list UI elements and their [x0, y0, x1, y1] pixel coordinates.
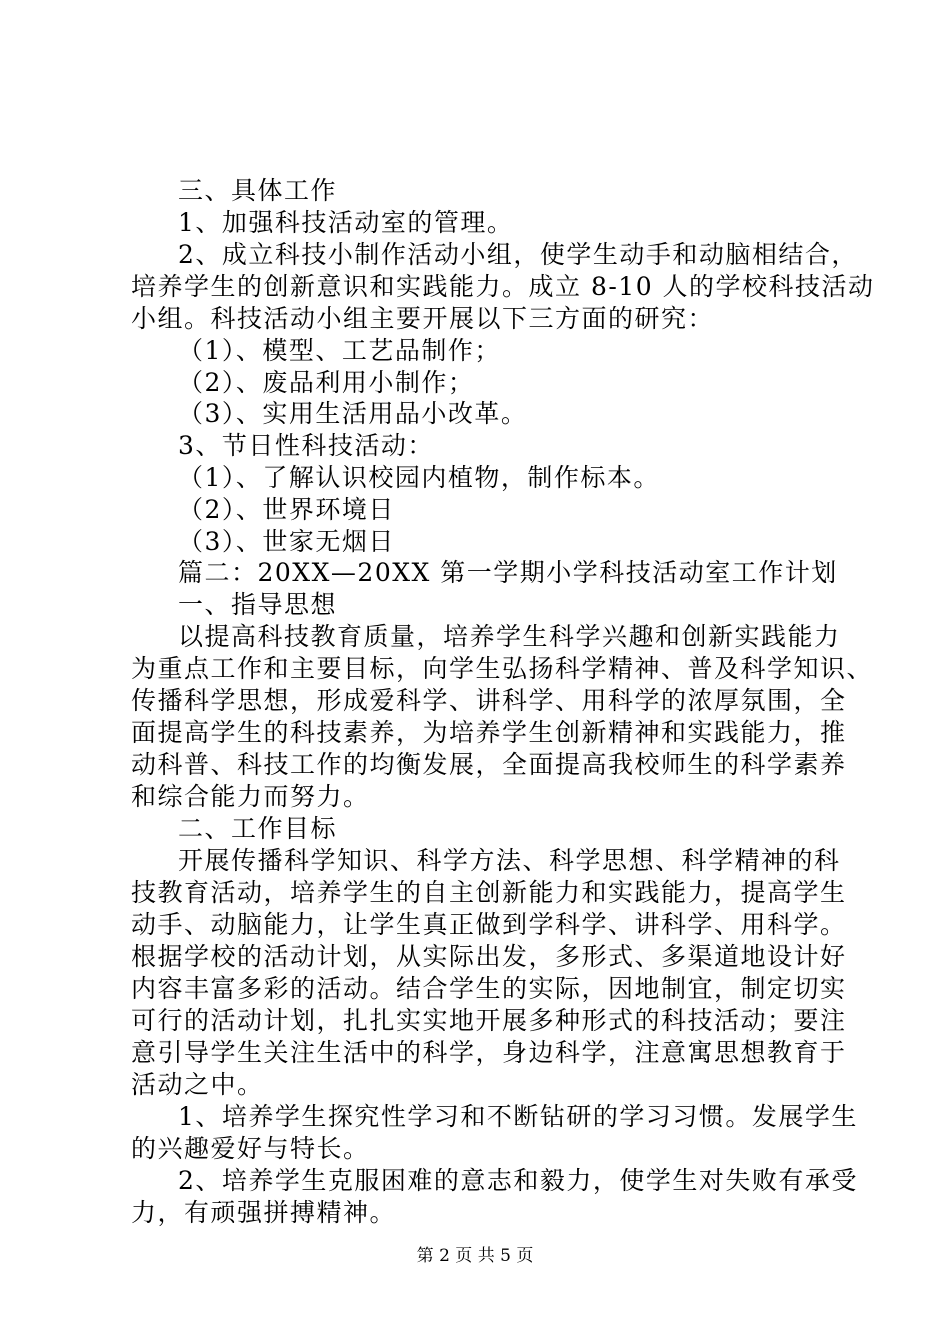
- text-line: 内容丰富多彩的活动。结合学生的实际，因地制宜，制定切实: [131, 974, 847, 1003]
- text-line: 小组。科技活动小组主要开展以下三方面的研究：: [131, 304, 715, 333]
- text-line: 技教育活动，培养学生的自主创新能力和实践能力，提高学生: [131, 878, 847, 907]
- section-heading: 一、指导思想: [178, 590, 338, 619]
- text-line: 传播科学思想，形成爱科学、讲科学、用科学的浓厚氛围，全: [131, 686, 847, 715]
- text-line: 力，有顽强拼搏精神。: [131, 1198, 397, 1227]
- text-line: 活动之中。: [131, 1070, 264, 1099]
- text-line: 培养学生的创新意识和实践能力。成立 8-10 人的学校科技活动: [131, 272, 875, 301]
- text-line: 2、成立科技小制作活动小组，使学生动手和动脑相结合，: [178, 240, 858, 269]
- text-line: 动手、动脑能力，让学生真正做到学科学、讲科学、用科学。: [131, 910, 847, 939]
- text-line: 意引导学生关注生活中的科学，身边科学，注意寓思想教育于: [131, 1038, 847, 1067]
- text-line: 面提高学生的科技素养，为培养学生创新精神和实践能力，推: [131, 718, 847, 747]
- text-line: （1）、模型、工艺品制作；: [178, 336, 501, 365]
- section-heading: 三、具体工作: [178, 176, 338, 205]
- text-line: （2）、世界环境日: [178, 495, 395, 524]
- text-line: （2）、废品利用小制作；: [178, 368, 475, 397]
- page-number: 第 2 页 共 5 页: [416, 1246, 534, 1266]
- text-line: 以提高科技教育质量，培养学生科学兴趣和创新实践能力: [178, 622, 841, 651]
- text-line: 1、加强科技活动室的管理。: [178, 208, 514, 237]
- text-line: 的兴趣爱好与特长。: [131, 1134, 370, 1163]
- text-line: 根据学校的活动计划，从实际出发，多形式、多渠道地设计好: [131, 942, 847, 971]
- text-line: （3）、实用生活用品小改革。: [178, 399, 528, 428]
- text-line: 为重点工作和主要目标，向学生弘扬科学精神、普及科学知识、: [131, 654, 874, 683]
- text-line: （1）、了解认识校园内植物，制作标本。: [178, 463, 660, 492]
- section-heading: 篇二：20XX—20XX 第一学期小学科技活动室工作计划: [178, 558, 838, 587]
- text-line: 3、节日性科技活动：: [178, 431, 434, 460]
- text-line: 和综合能力而努力。: [131, 782, 370, 811]
- text-line: 可行的活动计划，扎扎实实地开展多种形式的科技活动；要注: [131, 1006, 847, 1035]
- text-line: 动科普、科技工作的均衡发展，全面提高我校师生的科学素养: [131, 750, 847, 779]
- text-line: 1、培养学生探究性学习和不断钻研的学习习惯。发展学生: [178, 1102, 858, 1131]
- section-heading: 二、工作目标: [178, 814, 338, 843]
- text-line: 开展传播科学知识、科学方法、科学思想、科学精神的科: [178, 846, 841, 875]
- text-line: 2、培养学生克服困难的意志和毅力，使学生对失败有承受: [178, 1166, 858, 1195]
- text-line: （3）、世家无烟日: [178, 527, 395, 556]
